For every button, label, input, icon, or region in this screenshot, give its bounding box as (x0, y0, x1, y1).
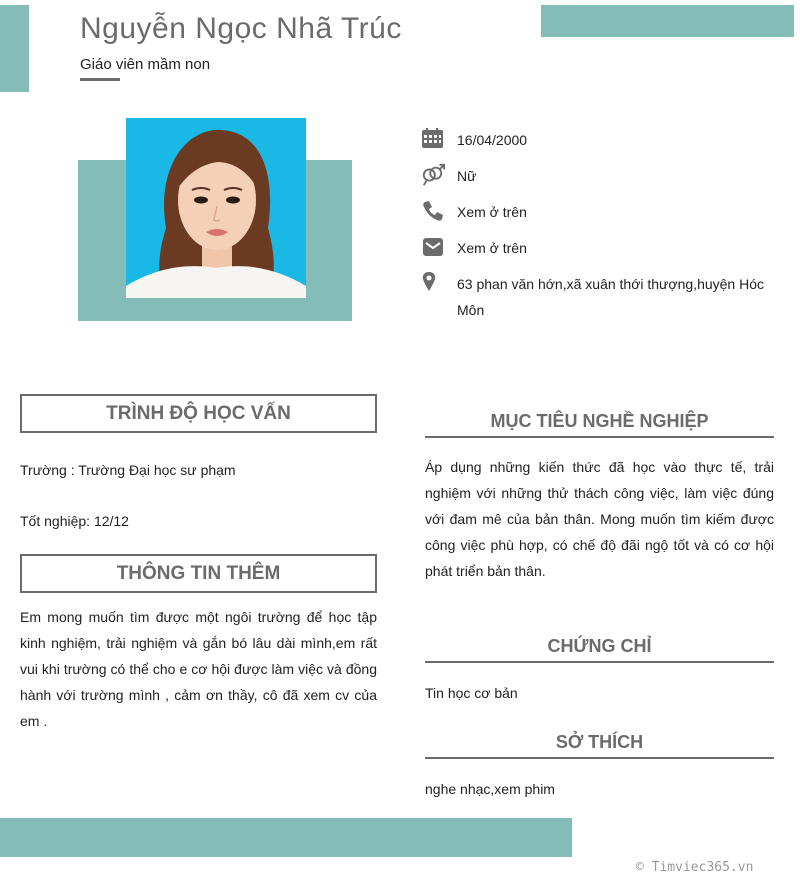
birthdate-value: 16/04/2000 (457, 132, 528, 148)
job-title-underline (80, 78, 120, 81)
education-graduation: Tốt nghiệp: 12/12 (20, 513, 129, 529)
address-value: 63 phan văn hớn,xã xuân thới thượng,huyện Hóc Môn (457, 276, 765, 318)
extra-info-text: Em mong muốn tìm được một ngôi trường để học tập kinh nghiệm, trải nghiệm và gắn bó lâu dài mình,em rất vui khi trường có thể cho e cơ hội được làm việc và đồng hành với trường mình , cảm ơn thầy, cô đã xem cv của em . (20, 609, 377, 729)
certificates-heading: CHỨNG CHỈ (425, 636, 774, 663)
hobbies-text: nghe nhạc,xem phim (425, 781, 555, 797)
email-value: Xem ở trên (457, 240, 527, 256)
career-goal-text: Áp dụng những kiến thức đã học vào thực tế, trải nghiệm với những thử thách công việc, làm việc đúng với đam mê của bản thân. Mong muốn tìm kiếm được công việc phù hợp, có chế độ đãi ngộ tốt và có cơ hội phát triển bản thân. (425, 459, 774, 579)
map-pin-icon (421, 271, 445, 295)
candidate-name: Nguyễn Ngọc Nhã Trúc (80, 12, 402, 45)
copyright-text: © Timviec365.vn (636, 860, 754, 875)
decorative-bar-left (0, 5, 29, 92)
gender-icon (421, 163, 445, 187)
calendar-icon (421, 127, 445, 151)
extra-info-heading: THÔNG TIN THÊM (20, 554, 377, 593)
gender-value: Nữ (457, 168, 477, 184)
envelope-icon (421, 235, 445, 259)
profile-photo (126, 118, 306, 298)
career-goal-heading: MỤC TIÊU NGHỀ NGHIỆP (425, 411, 774, 438)
decorative-bar-bottom (0, 818, 572, 857)
decorative-bar-right (541, 5, 794, 37)
phone-value: Xem ở trên (457, 204, 527, 220)
certificates-text: Tin học cơ bản (425, 685, 518, 701)
education-heading: TRÌNH ĐỘ HỌC VẤN (20, 394, 377, 433)
education-school: Trường : Trường Đại học sư phạm (20, 462, 236, 478)
hobbies-heading: SỞ THÍCH (425, 732, 774, 759)
job-title: Giáo viên mầm non (80, 56, 211, 73)
phone-icon (421, 199, 445, 223)
